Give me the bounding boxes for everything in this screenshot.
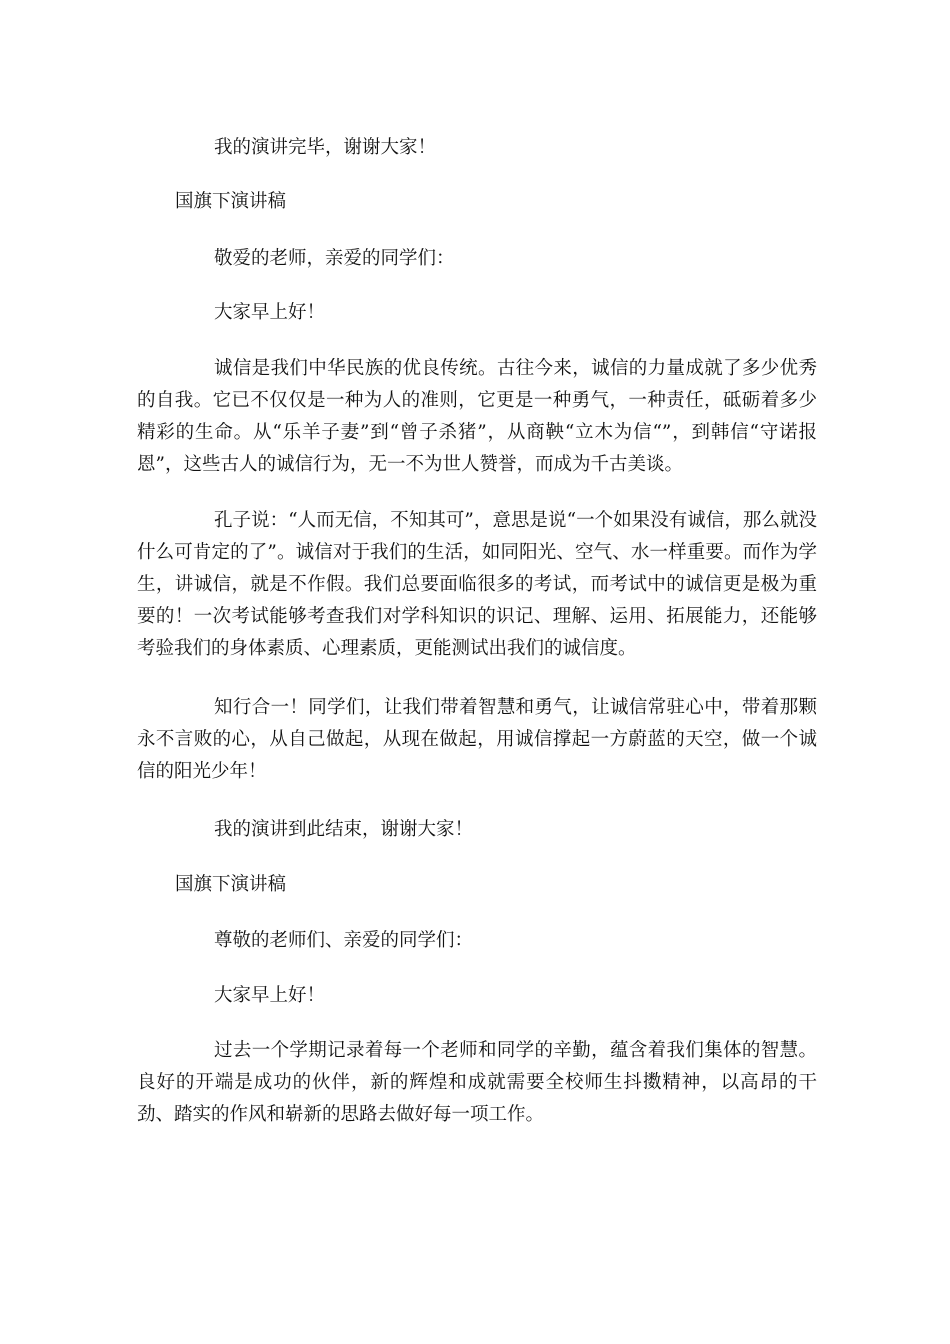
paragraph-unity-knowledge-action: 知行合一！同学们，让我们带着智慧和勇气，让诚信常驻心中，带着那颗永不言败的心，从自己做起，从现在做起，用诚信撑起一方蔚蓝的天空，做一个诚信的阳光少年！ bbox=[137, 697, 817, 782]
paragraph-confucius: 孔子说：“人而无信，不知其可”，意思是说“一个如果没有诚信，那么就没什么可肯定的了”。诚信对于我们的生活，如同阳光、空气、水一样重要。而作为学生，讲诚信，就是不作假。我们总要面临很多的考试，而考试中的诚信更是极为重要的！一次考试能够考查我们对学科知识的识记、理解、运用、拓展能力，还能够考验我们的身体素质、心理素质，更能测试出我们的诚信度。 bbox=[137, 510, 817, 659]
closing-line-2: 我的演讲到此结束，谢谢大家！ bbox=[214, 819, 474, 840]
greeting-2: 大家早上好！ bbox=[214, 985, 326, 1006]
closing-line-1: 我的演讲完毕，谢谢大家！ bbox=[214, 137, 437, 158]
greeting-1: 大家早上好！ bbox=[214, 302, 326, 323]
paragraph-past-semester: 过去一个学期记录着每一个老师和同学的辛勤，蕴含着我们集体的智慧。良好的开端是成功的伙伴，新的辉煌和成就需要全校师生抖擞精神，以高昂的干劲、踏实的作风和崭新的思路去做好每一项工作。 bbox=[137, 1040, 817, 1125]
salutation-2: 尊敬的老师们、亲爱的同学们： bbox=[214, 930, 474, 951]
salutation-1: 敬爱的老师，亲爱的同学们： bbox=[214, 248, 455, 269]
paragraph-honesty-tradition: 诚信是我们中华民族的优良传统。古往今来，诚信的力量成就了多少优秀的自我。它已不仅仅是一种为人的准则，它更是一种勇气，一种责任，砥砺着多少精彩的生命。从“乐羊子妻”到“曾子杀猪”，从商鞅“立木为信“”，到韩信“守诺报恩”，这些古人的诚信行为，无一不为世人赞誉，而成为千古美谈。 bbox=[137, 358, 817, 475]
speech-heading-2: 国旗下演讲稿 bbox=[175, 874, 287, 895]
speech-heading-1: 国旗下演讲稿 bbox=[175, 191, 287, 212]
